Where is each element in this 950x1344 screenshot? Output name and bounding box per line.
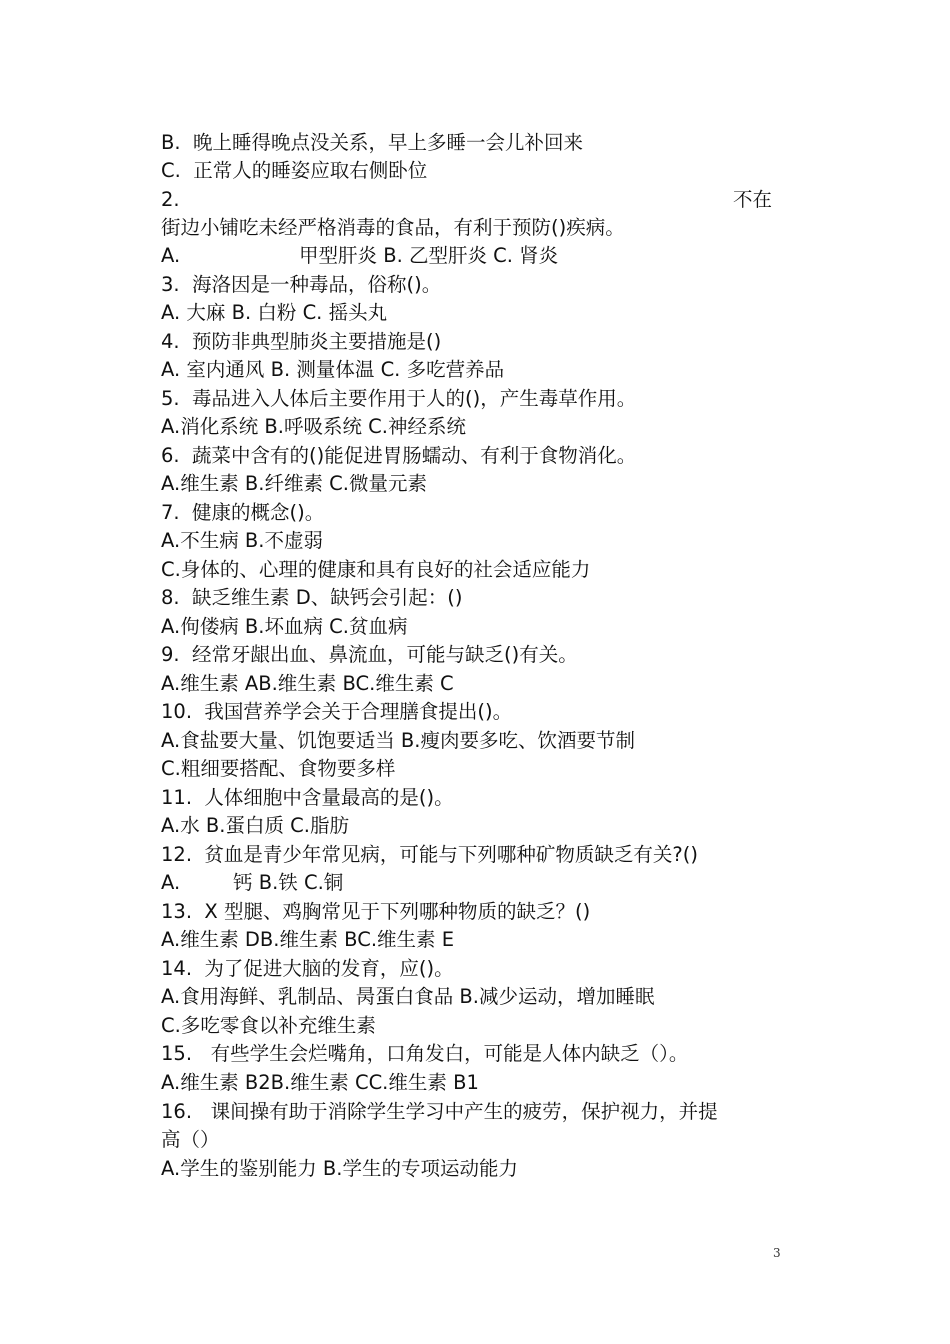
text-line: 12. 贫血是青少年常见病，可能与下列哪种矿物质缺乏有关?() <box>161 843 698 866</box>
text-line: C.身体的、心理的健康和具有良好的社会适应能力 <box>161 558 591 581</box>
option-label: A. <box>161 244 181 267</box>
text-line: C.多吃零食以补充维生素 <box>161 1014 376 1037</box>
text-line: A.食盐要大量、饥饱要适当 B.瘦肉要多吃、饮酒要节制 <box>161 729 635 752</box>
option-text: 甲型肝炎 B. 乙型肝炎 C. 肾炎 <box>299 244 559 267</box>
text-line: A.维生素 B2B.维生素 CC.维生素 B1 <box>161 1071 479 1094</box>
question-text-fragment: 不在 <box>733 188 773 211</box>
text-line: A. 大麻 B. 白粉 C. 摇头丸 <box>161 301 388 324</box>
text-line: C. 正常人的睡姿应取右侧卧位 <box>161 159 428 182</box>
text-line: 15. 有些学生会烂嘴角，口角发白，可能是人体内缺乏（）。 <box>161 1042 689 1065</box>
text-line: A. 室内通风 B. 测量体温 C. 多吃营养品 <box>161 358 505 381</box>
text-line: 8. 缺乏维生素 D、缺钙会引起：() <box>161 586 463 609</box>
text-line: A.学生的鉴别能力 B.学生的专项运动能力 <box>161 1157 518 1180</box>
text-line: A.维生素 AB.维生素 BC.维生素 C <box>161 672 454 695</box>
text-line: B. 晚上睡得晚点没关系，早上多睡一会儿补回来 <box>161 131 583 154</box>
text-line: 6. 蔬菜中含有的()能促进胃肠蠕动、有利于食物消化。 <box>161 444 637 467</box>
page-number: 3 <box>773 1246 781 1260</box>
text-line: 5. 毒品进入人体后主要作用于人的()，产生毒草作用。 <box>161 387 637 410</box>
text-line: A.水 B.蛋白质 C.脂肪 <box>161 814 349 837</box>
text-line: 4. 预防非典型肺炎主要措施是() <box>161 330 442 353</box>
text-line: 9. 经常牙龈出血、鼻流血，可能与缺乏()有关。 <box>161 643 578 666</box>
text-line: 16. 课间操有助于消除学生学习中产生的疲劳，保护视力，并提 <box>161 1100 718 1123</box>
text-line: A.佝偻病 B.坏血病 C.贫血病 <box>161 615 408 638</box>
text-line: 13. X 型腿、鸡胸常见于下列哪种物质的缺乏？() <box>161 900 591 923</box>
text-line: C.粗细要搭配、食物要多样 <box>161 757 396 780</box>
option-text: 钙 B.铁 C.铜 <box>233 871 344 894</box>
text-line: 14. 为了促进大脑的发育，应()。 <box>161 957 454 980</box>
question-text: 街边小铺吃未经严格消毒的食品，有利于预防()疾病。 <box>161 216 625 239</box>
text-line: 10. 我国营养学会关于合理膳食提出()。 <box>161 700 513 723</box>
question-number: 2. <box>161 188 180 211</box>
text-line: 高（） <box>161 1128 220 1151</box>
text-line: A.不生病 B.不虚弱 <box>161 529 323 552</box>
text-line: A.食用海鲜、乳制品、昺蛋白食品 B.减少运动，增加睡眠 <box>161 985 655 1008</box>
text-line: A.维生素 DB.维生素 BC.维生素 E <box>161 928 455 951</box>
option-label: A. <box>161 871 181 894</box>
text-line: A.消化系统 B.呼吸系统 C.神经系统 <box>161 415 466 438</box>
text-line: 11. 人体细胞中含量最高的是()。 <box>161 786 454 809</box>
text-line: 7. 健康的概念()。 <box>161 501 325 524</box>
text-line: 3. 海洛因是一种毒品，俗称()。 <box>161 273 442 296</box>
text-line: A.维生素 B.纤维素 C.微量元素 <box>161 472 427 495</box>
